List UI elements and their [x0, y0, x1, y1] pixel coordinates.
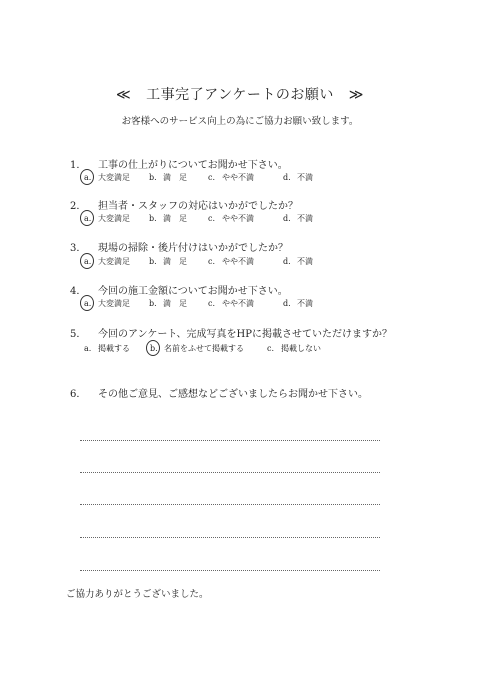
page-subtitle: お客様へのサービス向上の為にご協力お願い致します。	[121, 116, 359, 127]
selected-circle-mark	[80, 210, 94, 226]
question-text: その他ご意見、ご感想などございましたらお聞かせ下さい。	[98, 389, 368, 400]
option-c[interactable]	[267, 343, 321, 354]
option-label: 満 足	[163, 214, 187, 223]
question-3	[70, 239, 288, 254]
option-b[interactable]	[150, 343, 244, 354]
option-letter: d.	[283, 214, 291, 223]
option-b[interactable]	[149, 256, 187, 267]
question-6	[70, 385, 368, 400]
option-label: 大変満足	[98, 299, 130, 308]
option-label: 不満	[297, 173, 313, 182]
question-2	[70, 197, 298, 212]
option-letter: b.	[149, 214, 157, 223]
option-c[interactable]	[208, 213, 254, 224]
option-letter: a.	[84, 214, 92, 223]
option-d[interactable]	[283, 172, 313, 183]
option-a[interactable]	[84, 213, 130, 224]
option-b[interactable]	[149, 213, 187, 224]
option-letter: c.	[208, 299, 216, 308]
option-letter: d.	[283, 173, 291, 182]
comment-line-1[interactable]	[80, 440, 380, 441]
option-label: やや不満	[222, 173, 254, 182]
question-text: 今回の施工金額についてお聞かせ下さい。	[98, 286, 288, 297]
option-letter: c.	[208, 173, 216, 182]
question-number: 1．	[70, 160, 87, 171]
page-title	[0, 84, 480, 104]
question-1	[70, 156, 288, 171]
option-b[interactable]	[149, 172, 187, 183]
option-letter: b.	[150, 344, 158, 353]
option-letter: d.	[283, 299, 291, 308]
question-text: 担当者・スタッフの対応はいかがでしたか？	[98, 201, 298, 212]
option-label: 満 足	[163, 173, 187, 182]
option-letter: c.	[267, 344, 275, 353]
title-open-bracket: ≪	[116, 87, 132, 103]
option-letter: a.	[84, 173, 92, 182]
option-c[interactable]	[208, 298, 254, 309]
question-number: 4．	[70, 286, 87, 297]
option-label: 不満	[297, 257, 313, 266]
selected-circle-mark	[146, 340, 160, 356]
comment-line-4[interactable]	[80, 537, 380, 538]
thanks-message: ご協力ありがとうございました。	[66, 589, 209, 600]
option-c[interactable]	[208, 172, 254, 183]
option-letter: a.	[84, 257, 92, 266]
question-5	[70, 325, 392, 340]
option-letter: b.	[149, 173, 157, 182]
option-letter: b.	[149, 299, 157, 308]
option-label: 不満	[297, 214, 313, 223]
option-label: 大変満足	[98, 257, 130, 266]
option-letter: a.	[84, 344, 92, 353]
option-d[interactable]	[283, 256, 313, 267]
option-label: やや不満	[222, 214, 254, 223]
option-letter: b.	[149, 257, 157, 266]
option-letter: c.	[208, 214, 216, 223]
option-d[interactable]	[283, 298, 313, 309]
comment-line-5[interactable]	[80, 570, 380, 571]
title-text: 工事完了アンケートのお願い	[146, 87, 334, 103]
title-close-bracket: ≫	[348, 87, 364, 103]
option-letter: a.	[84, 299, 92, 308]
comment-line-2[interactable]	[80, 472, 380, 473]
question-number: 5．	[70, 329, 87, 340]
option-a[interactable]	[84, 298, 130, 309]
question-text: 今回のアンケート、完成写真をHPに掲載させていただけますか？	[98, 329, 392, 340]
selected-circle-mark	[80, 169, 94, 185]
question-text: 現場の掃除・後片付けはいかがでしたか？	[98, 243, 288, 254]
option-label: 大変満足	[98, 214, 130, 223]
question-text: 工事の仕上がりについてお聞かせ下さい。	[98, 160, 288, 171]
question-number: 3．	[70, 243, 87, 254]
option-label: 掲載する	[98, 344, 130, 353]
option-c[interactable]	[208, 256, 254, 267]
option-letter: c.	[208, 257, 216, 266]
option-label: 不満	[297, 299, 313, 308]
option-a[interactable]	[84, 172, 130, 183]
option-label: 満 足	[163, 257, 187, 266]
comment-line-3[interactable]	[80, 504, 380, 505]
selected-circle-mark	[80, 295, 94, 311]
option-label: 掲載しない	[281, 344, 321, 353]
option-label: やや不満	[222, 257, 254, 266]
option-label: 大変満足	[98, 173, 130, 182]
option-label: 名前をふせて掲載する	[164, 344, 244, 353]
option-letter: d.	[283, 257, 291, 266]
option-a[interactable]	[84, 343, 130, 354]
option-label: 満 足	[163, 299, 187, 308]
option-a[interactable]	[84, 256, 130, 267]
option-label: やや不満	[222, 299, 254, 308]
question-number: 6．	[70, 389, 87, 400]
option-d[interactable]	[283, 213, 313, 224]
selected-circle-mark	[80, 253, 94, 269]
question-number: 2．	[70, 201, 87, 212]
option-b[interactable]	[149, 298, 187, 309]
question-4	[70, 282, 288, 297]
